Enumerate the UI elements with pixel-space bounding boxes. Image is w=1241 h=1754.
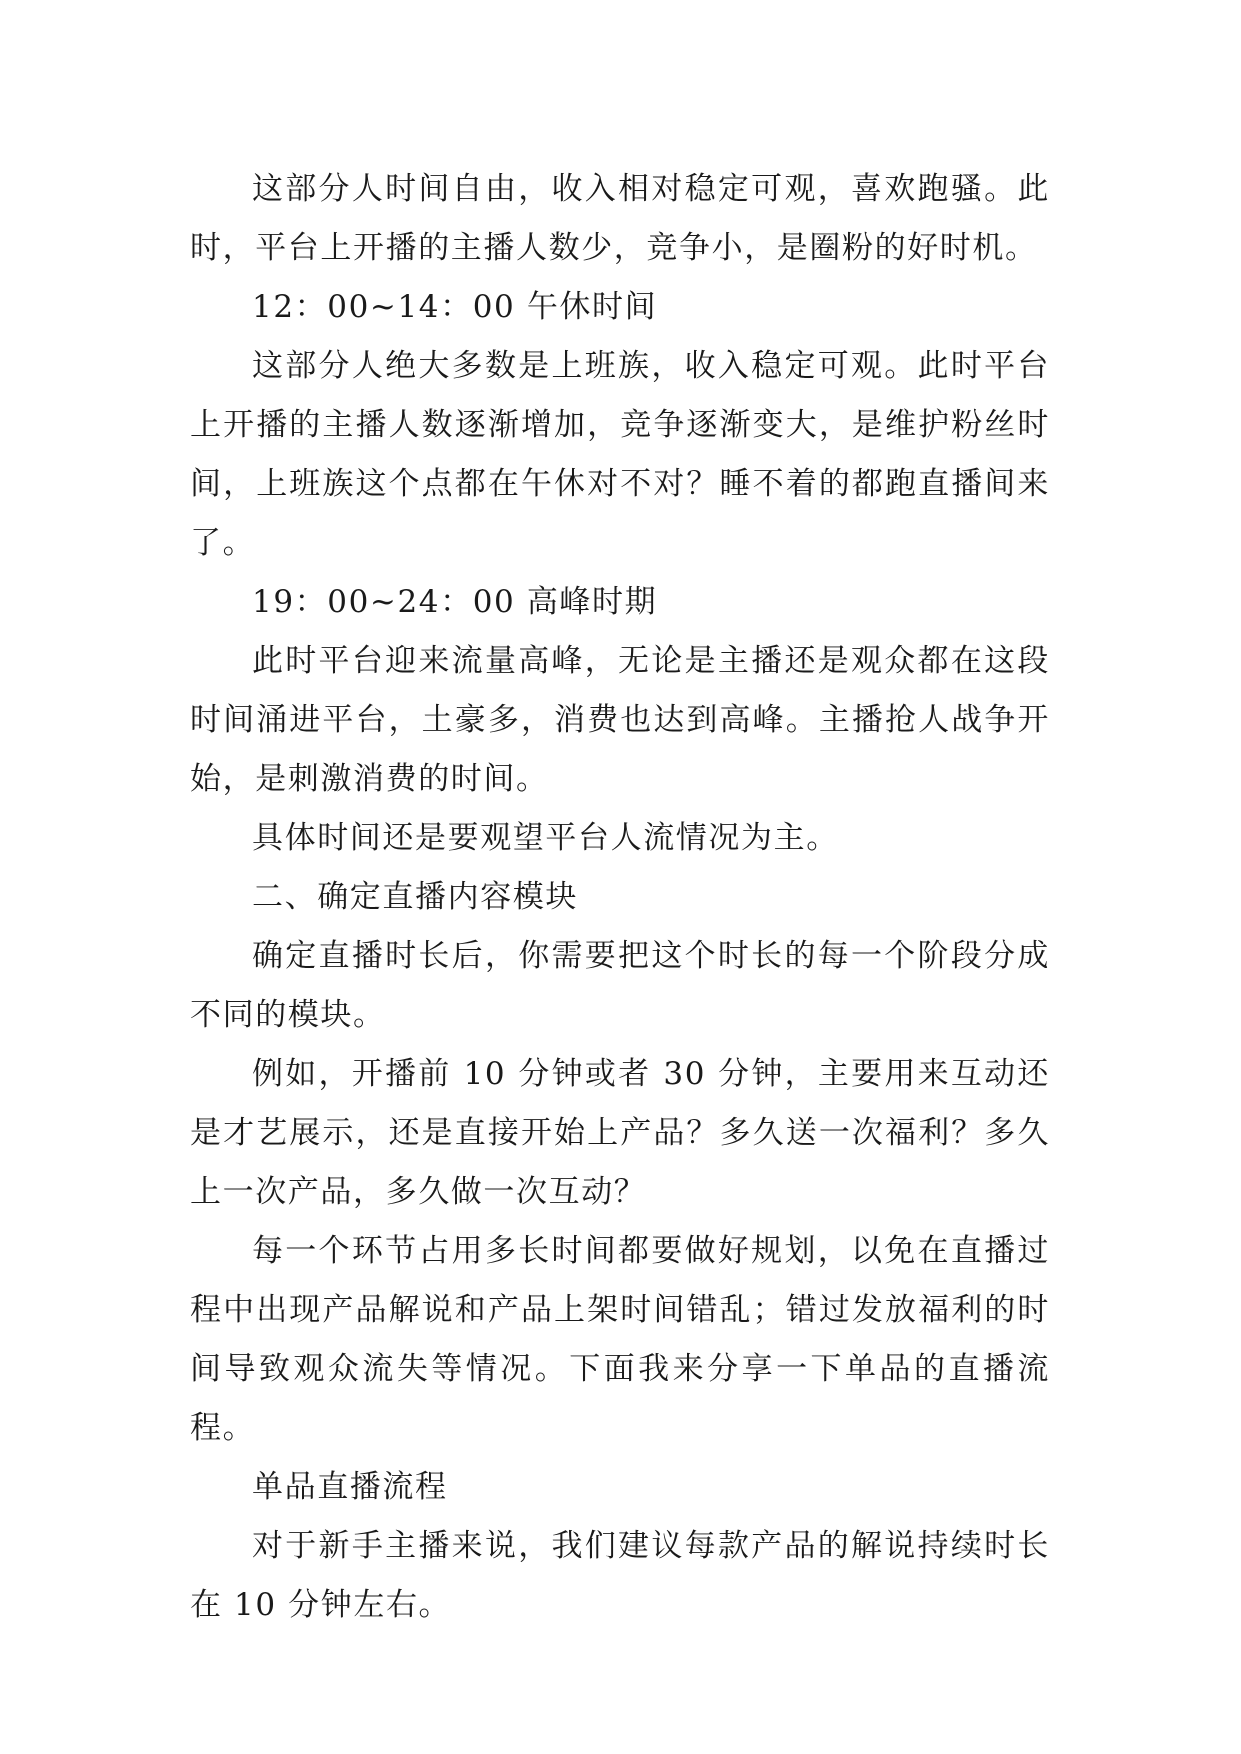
paragraph: 这部分人时间自由，收入相对稳定可观，喜欢跑骚。此时，平台上开播的主播人数少，竞争小，是圈粉的好时机。 — [190, 171, 1050, 266]
paragraph: 此时平台迎来流量高峰，无论是主播还是观众都在这段时间涌进平台，土豪多，消费也达到高峰。主播抢人战争开始，是刺激消费的时间。 — [190, 643, 1050, 797]
paragraph: 例如，开播前 10 分钟或者 30 分钟，主要用来互动还是才艺展示，还是直接开始上产品？多久送一次福利？多久上一次产品，多久做一次互动？ — [190, 1056, 1050, 1210]
paragraph: 对于新手主播来说，我们建议每款产品的解说持续时长在 10 分钟左右。 — [190, 1528, 1050, 1623]
subsection-heading: 单品直播流程 — [252, 1469, 448, 1505]
paragraph: 具体时间还是要观望平台人流情况为主。 — [252, 820, 839, 856]
document-body — [190, 160, 1050, 1635]
time-slot-heading: 19：00~24：00 高峰时期 — [252, 584, 658, 620]
paragraph: 每一个环节占用多长时间都要做好规划，以免在直播过程中出现产品解说和产品上架时间错乱；错过发放福利的时间导致观众流失等情况。下面我来分享一下单品的直播流程。 — [190, 1233, 1050, 1446]
time-slot-heading: 12：00~14：00 午休时间 — [252, 289, 658, 325]
section-heading: 二、确定直播内容模块 — [252, 879, 578, 915]
paragraph: 这部分人绝大多数是上班族，收入稳定可观。此时平台上开播的主播人数逐渐增加，竞争逐渐变大，是维护粉丝时间，上班族这个点都在午休对不对？睡不着的都跑直播间来了。 — [190, 348, 1050, 561]
paragraph: 确定直播时长后，你需要把这个时长的每一个阶段分成不同的模块。 — [190, 938, 1050, 1033]
